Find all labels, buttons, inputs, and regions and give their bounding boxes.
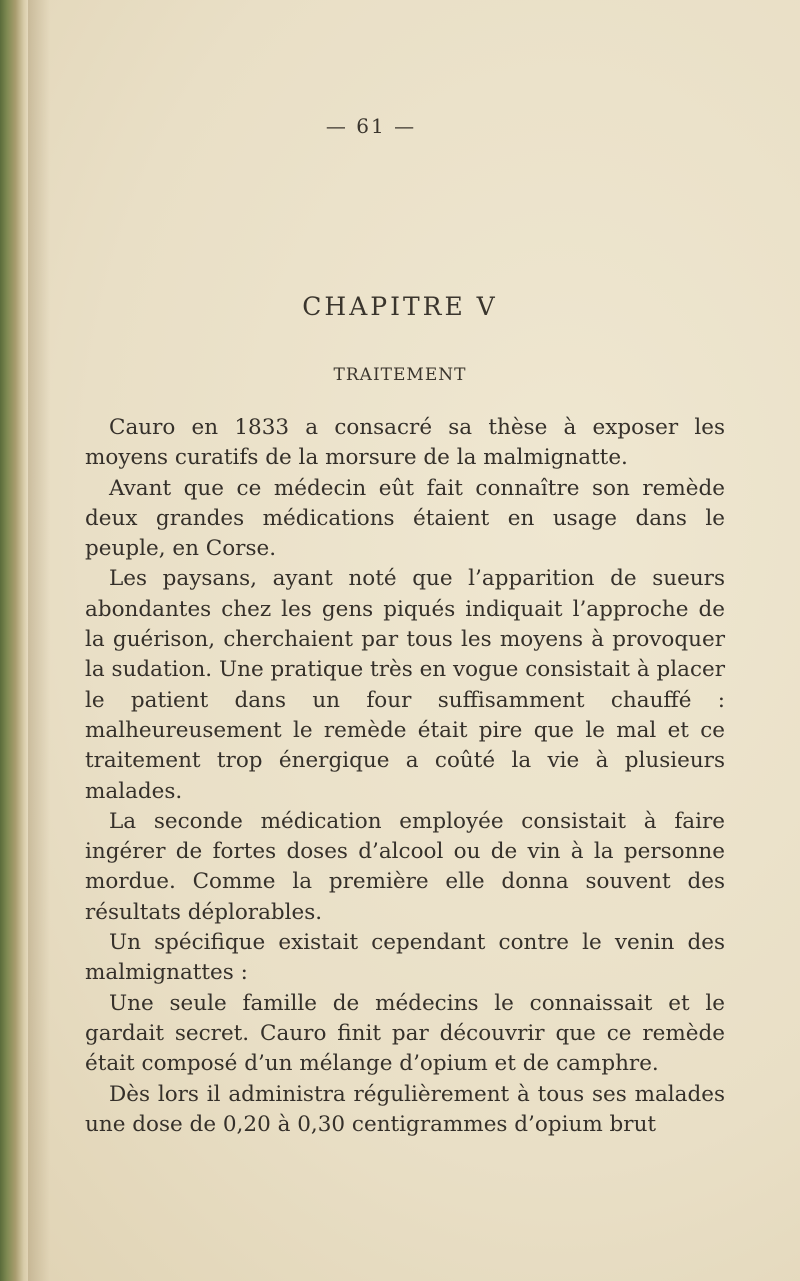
paragraph: Les paysans, ayant noté que l’apparition de sueurs abondantes chez les gens piqués indiquait l’approche de la guérison, cherchaient par tous les moyens à provoquer la sudation. Une pratique très en vogue consistait à placer le patient dans un four suffisamment chauffé : malheureusement le remède était pire que le mal et ce traitement trop énergique a coûté la vie à plusieurs malades.: [85, 566, 725, 804]
paragraph: Une seule famille de médecins le connaissait et le gardait secret. Cauro finit par découvrir que ce remède était composé d’un mélange d’opium et de camphre.: [85, 990, 725, 1077]
section-title: TRAITEMENT: [333, 365, 467, 385]
binding-shadow: [28, 0, 50, 1281]
page-number: — 61 —: [325, 114, 417, 138]
body-text: [85, 413, 725, 1140]
paragraph: Cauro en 1833 a consacré sa thèse à exposer les moyens curatifs de la morsure de la malmignatte.: [85, 415, 725, 471]
paragraph: La seconde médication employée consistait à faire ingérer de fortes doses d’alcool ou de vin à la personne mordue. Comme la première elle donna souvent des résultats déplorables.: [85, 808, 725, 925]
chapter-title: CHAPITRE V: [302, 292, 498, 321]
paragraph: Avant que ce médecin eût fait connaître son remède deux grandes médications étaient en usage dans le peuple, en Corse.: [85, 475, 725, 562]
book-binding-edge: [0, 0, 28, 1281]
paragraph: Un spécifique existait cependant contre le venin des malmignattes :: [85, 930, 725, 986]
paragraph: Dès lors il administra régulièrement à tous ses malades une dose de 0,20 à 0,30 centigrammes d’opium brut: [85, 1081, 725, 1137]
